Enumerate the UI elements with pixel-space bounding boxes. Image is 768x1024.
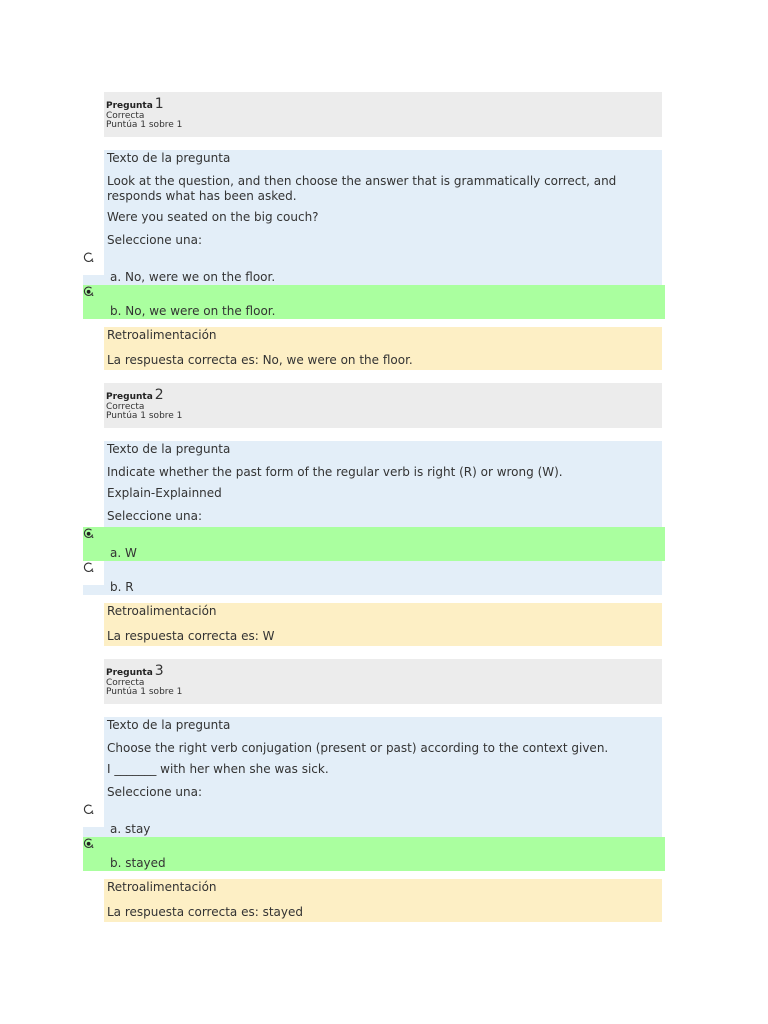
question-formulation <box>104 150 662 319</box>
question-label: Pregunta <box>106 392 153 402</box>
feedback-box <box>104 327 662 370</box>
question-label: Pregunta <box>106 101 153 111</box>
question-text <box>107 741 662 777</box>
question-text <box>107 174 662 225</box>
question-text-line: Were you seated on the big couch? <box>107 210 319 224</box>
question-info <box>104 383 662 428</box>
answer-option-b[interactable] <box>83 561 665 595</box>
feedback-label: Retroalimentación <box>107 604 217 618</box>
feedback-label: Retroalimentación <box>107 880 217 894</box>
select-one-prompt: Seleccione una: <box>107 509 202 523</box>
select-one-prompt: Seleccione una: <box>107 233 202 247</box>
question-text-line: Indicate whether the past form of the regular verb is right (R) or wrong (W). <box>107 465 563 479</box>
radio-unselected-icon[interactable] <box>83 561 95 575</box>
question-text-label: Texto de la pregunta <box>107 151 231 165</box>
question-grade: Puntúa 1 sobre 1 <box>106 411 183 422</box>
question-text-line: Look at the question, and then choose the answer that is grammatically correct, and responds what has been asked. <box>107 174 617 203</box>
question-number: 1 <box>154 96 164 112</box>
radio-selected-icon[interactable] <box>83 837 95 851</box>
question-1 <box>0 92 768 370</box>
answer-option-label: a. stay <box>110 822 151 836</box>
answer-option-label: a. W <box>110 546 137 560</box>
feedback-text: La respuesta correcta es: stayed <box>107 905 303 919</box>
answer-option-label: a. No, were we on the floor. <box>110 270 276 284</box>
feedback-text: La respuesta correcta es: No, we were on the floor. <box>107 353 413 367</box>
question-state: Correcta <box>106 677 145 688</box>
radio-unselected-icon[interactable] <box>83 803 95 817</box>
answer-options <box>107 803 665 871</box>
answer-option-label: b. stayed <box>110 856 166 870</box>
question-info <box>104 659 662 704</box>
quiz-review <box>0 92 768 935</box>
question-text-line: I _______ with her when she was sick. <box>107 762 329 776</box>
question-grade: Puntúa 1 sobre 1 <box>106 687 183 698</box>
question-info <box>104 92 662 137</box>
question-3 <box>0 659 768 922</box>
question-text-label: Texto de la pregunta <box>107 442 231 456</box>
feedback-label: Retroalimentación <box>107 328 217 342</box>
answer-option-b[interactable] <box>83 837 665 871</box>
answer-options <box>107 527 665 595</box>
feedback-text: La respuesta correcta es: W <box>107 629 275 643</box>
question-text-line: Choose the right verb conjugation (present or past) according to the context given. <box>107 741 609 755</box>
radio-selected-icon[interactable] <box>83 527 95 541</box>
question-label: Pregunta <box>106 668 153 678</box>
answer-option-a[interactable] <box>83 527 665 561</box>
answer-option-label: b. No, we were on the floor. <box>110 304 276 318</box>
select-one-prompt: Seleccione una: <box>107 785 202 799</box>
question-number: 2 <box>154 387 164 403</box>
feedback-box <box>104 603 662 646</box>
answer-option-b[interactable] <box>83 285 665 319</box>
question-grade: Puntúa 1 sobre 1 <box>106 120 183 131</box>
question-formulation <box>104 441 662 595</box>
question-text <box>107 465 662 501</box>
radio-selected-icon[interactable] <box>83 285 95 299</box>
question-number: 3 <box>154 663 164 679</box>
question-state: Correcta <box>106 401 145 412</box>
question-2 <box>0 383 768 646</box>
answer-options <box>107 251 665 319</box>
question-text-label: Texto de la pregunta <box>107 718 231 732</box>
answer-option-label: b. R <box>110 580 134 594</box>
answer-option-a[interactable] <box>83 251 665 285</box>
question-state: Correcta <box>106 110 145 121</box>
question-text-line: Explain-Explainned <box>107 486 222 500</box>
radio-unselected-icon[interactable] <box>83 251 95 265</box>
answer-option-a[interactable] <box>83 803 665 837</box>
feedback-box <box>104 879 662 922</box>
question-formulation <box>104 717 662 871</box>
